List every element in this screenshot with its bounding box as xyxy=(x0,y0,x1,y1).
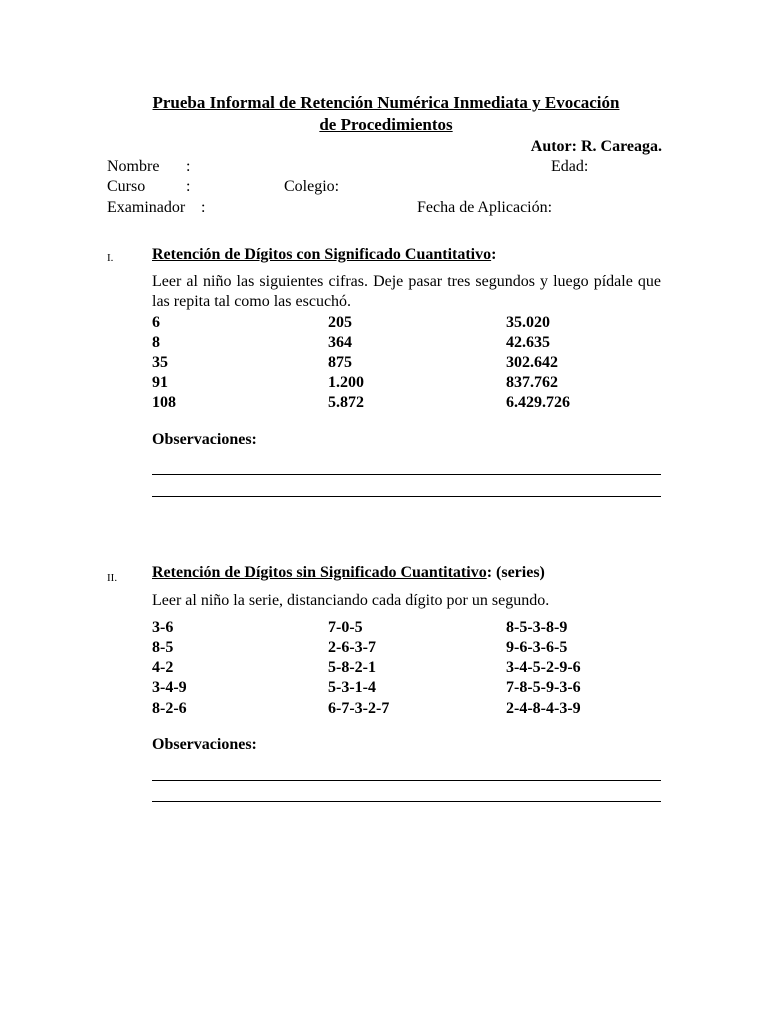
table-cell: 42.635 xyxy=(506,334,550,351)
section-1-heading-text: Retención de Dígitos con Significado Cuantitativo xyxy=(152,246,492,263)
section-1-numeral: I. xyxy=(107,252,114,264)
table-cell: 4-2 xyxy=(152,659,174,676)
section-1-observations-label: Observaciones: xyxy=(152,431,257,448)
table-cell: 8-2-6 xyxy=(152,700,187,717)
colegio-label: Colegio: xyxy=(284,178,340,195)
section-2-observation-line xyxy=(152,780,661,781)
table-row xyxy=(152,394,672,414)
table-cell: 8 xyxy=(152,334,160,351)
table-cell: 91 xyxy=(152,374,168,391)
table-row xyxy=(152,639,672,659)
table-cell: 35.020 xyxy=(506,314,550,331)
table-cell: 7-0-5 xyxy=(328,619,363,636)
table-row xyxy=(152,700,672,720)
nombre-label: Nombre xyxy=(107,158,160,175)
table-cell: 6 xyxy=(152,314,160,331)
table-cell: 6.429.726 xyxy=(506,394,570,411)
section-2-numeral: II. xyxy=(107,572,118,584)
table-cell: 7-8-5-9-3-6 xyxy=(506,679,581,696)
section-2-instruction: Leer al niño la serie, distanciando cada dígito por un segundo. xyxy=(152,592,550,609)
document-title-line-1: Prueba Informal de Retención Numérica Inmediata y Evocación xyxy=(152,93,620,112)
table-cell: 302.642 xyxy=(506,354,558,371)
table-cell: 8-5-3-8-9 xyxy=(506,619,568,636)
table-row xyxy=(152,679,672,699)
examinador-colon: : xyxy=(201,199,206,216)
table-cell: 8-5 xyxy=(152,639,174,656)
section-2-heading-text: Retención de Dígitos sin Significado Cuantitativo xyxy=(152,564,487,581)
fecha-aplicacion-label: Fecha de Aplicación: xyxy=(417,199,553,216)
table-cell: 2-6-3-7 xyxy=(328,639,376,656)
table-row xyxy=(152,659,672,679)
table-cell: 5-3-1-4 xyxy=(328,679,376,696)
table-cell: 5.872 xyxy=(328,394,364,411)
table-cell: 837.762 xyxy=(506,374,558,391)
table-cell: 3-4-9 xyxy=(152,679,187,696)
table-cell: 5-8-2-1 xyxy=(328,659,376,676)
section-1-observation-line xyxy=(152,474,661,475)
section-1-observation-line xyxy=(152,496,661,497)
table-cell: 3-4-5-2-9-6 xyxy=(506,659,581,676)
author-label: Autor: R. Careaga. xyxy=(530,138,662,155)
table-cell: 108 xyxy=(152,394,176,411)
edad-label: Edad: xyxy=(551,158,589,175)
curso-label: Curso xyxy=(107,178,146,195)
table-cell: 9-6-3-6-5 xyxy=(506,639,568,656)
section-2-observations-label: Observaciones: xyxy=(152,736,257,753)
table-cell: 875 xyxy=(328,354,352,371)
section-2-observation-line xyxy=(152,801,661,802)
table-cell: 35 xyxy=(152,354,168,371)
nombre-colon: : xyxy=(186,158,191,175)
table-row xyxy=(152,374,672,394)
table-cell: 3-6 xyxy=(152,619,174,636)
section-2-heading-suffix: : (series) xyxy=(486,564,545,581)
table-row xyxy=(152,619,672,639)
table-cell: 2-4-8-4-3-9 xyxy=(506,700,581,717)
table-cell: 364 xyxy=(328,334,352,351)
examinador-label: Examinador xyxy=(107,199,186,216)
table-row xyxy=(152,354,672,374)
table-cell: 1.200 xyxy=(328,374,364,391)
section-1-heading-suffix: : xyxy=(491,246,497,263)
table-row xyxy=(152,334,672,354)
table-row xyxy=(152,314,672,334)
section-1-heading xyxy=(152,245,496,265)
section-2-heading xyxy=(152,563,545,583)
document-title-line-2: de Procedimientos xyxy=(319,115,453,134)
table-cell: 205 xyxy=(328,314,352,331)
curso-colon: : xyxy=(186,178,191,195)
table-cell: 6-7-3-2-7 xyxy=(328,700,390,717)
section-1-instruction: Leer al niño las siguientes cifras. Deje pasar tres segundos y luego pídale que las repita tal como las escuchó. xyxy=(152,273,661,310)
